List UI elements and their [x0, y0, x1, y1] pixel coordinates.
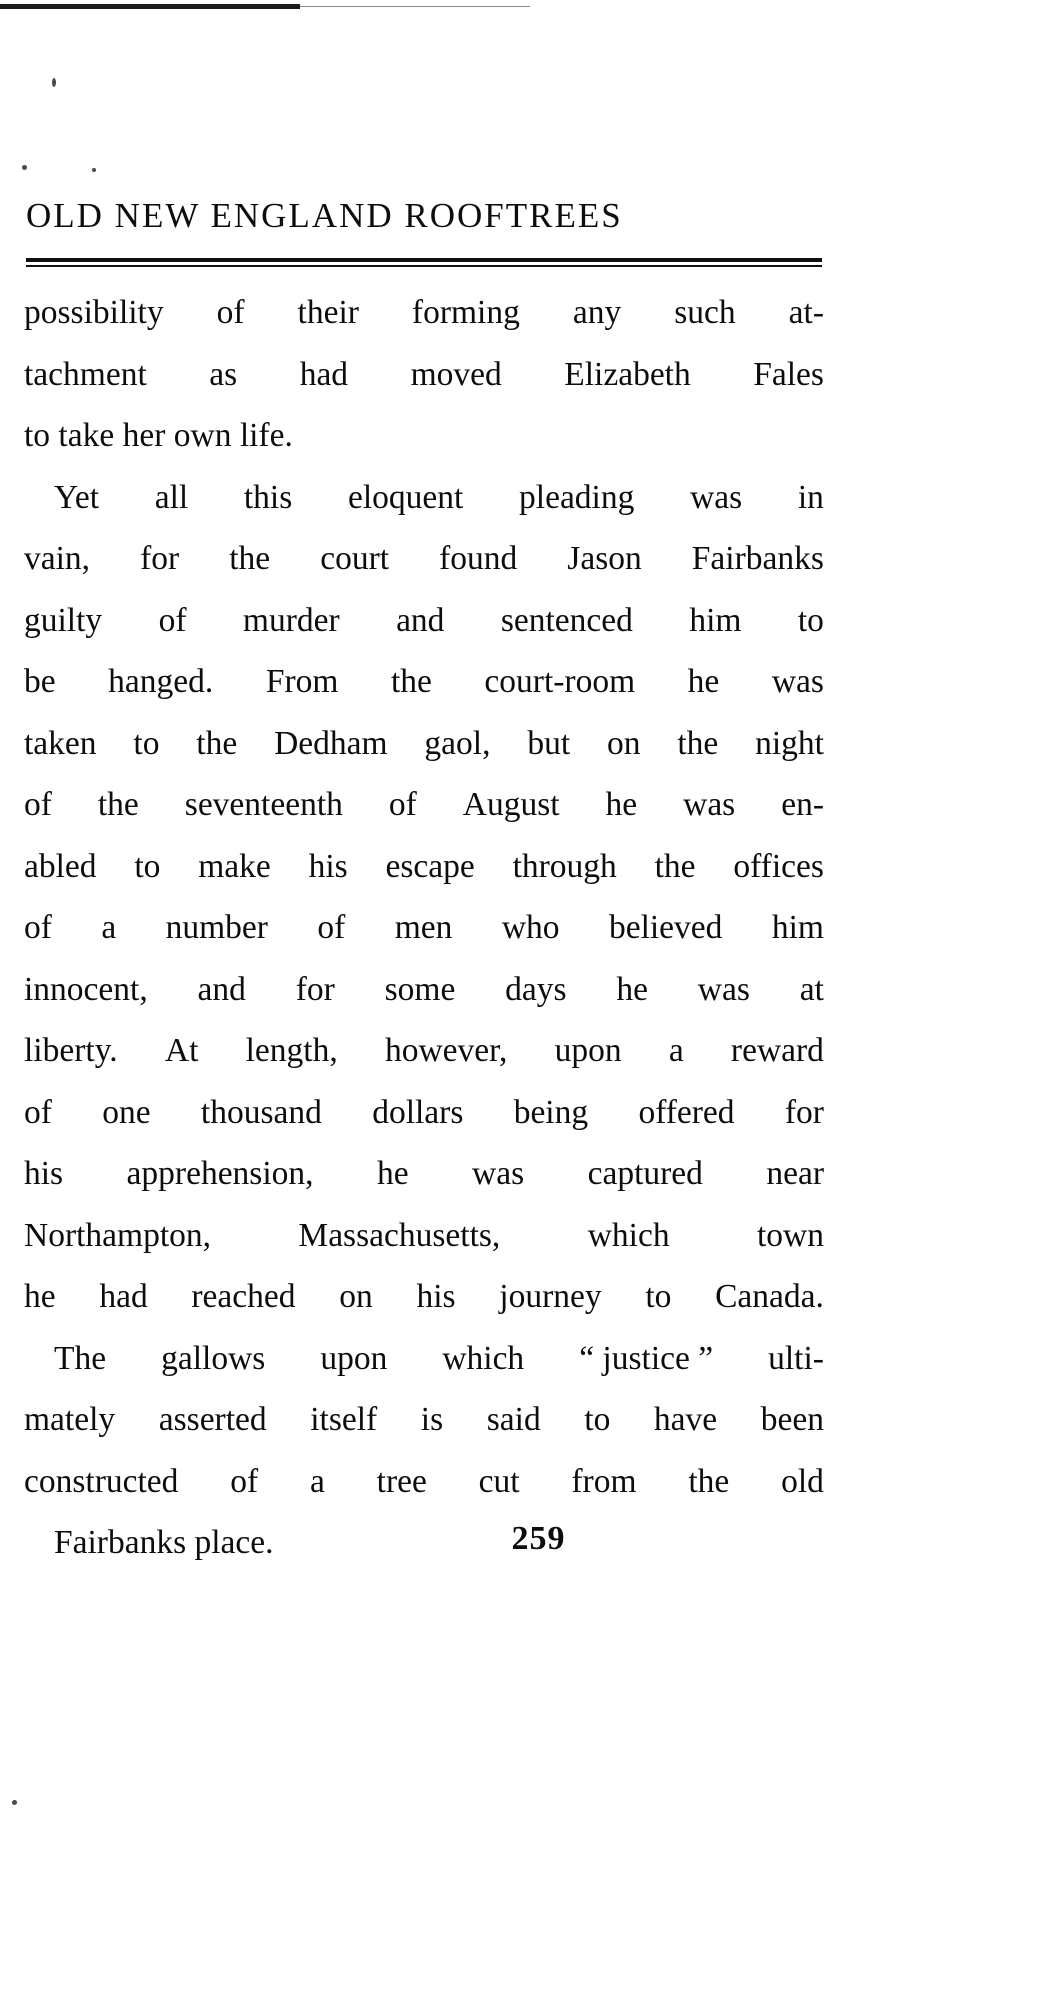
scan-artifact-top-line [300, 6, 530, 7]
word: to [645, 1278, 672, 1315]
word: his [308, 847, 348, 885]
text-line [24, 467, 824, 529]
word: was [697, 970, 750, 1008]
word: of [388, 786, 417, 823]
word: From [265, 663, 339, 700]
word: such [674, 294, 736, 331]
word: however, [384, 1032, 508, 1069]
word: the [677, 724, 719, 762]
header-rule-thick [26, 258, 822, 262]
word: number [165, 909, 268, 946]
word: town [756, 1216, 824, 1254]
word: gaol, [424, 724, 491, 762]
word: believed [608, 909, 723, 946]
word: their [297, 294, 359, 331]
word: the [654, 847, 696, 885]
word: Canada. [715, 1278, 824, 1315]
word: apprehension, [126, 1155, 314, 1192]
word: found [439, 540, 518, 577]
word: the [229, 540, 271, 577]
word: some [384, 970, 456, 1008]
word: a [668, 1032, 684, 1069]
word: moved [410, 355, 502, 393]
word: constructed [24, 1462, 179, 1500]
word: was [690, 478, 743, 516]
word: “ justice ” [579, 1339, 714, 1377]
word: August [462, 786, 560, 823]
word: hanged. [108, 663, 214, 700]
word: is [420, 1401, 444, 1438]
word: forming [411, 294, 520, 331]
word: he [687, 663, 720, 700]
text-line [24, 590, 824, 652]
word: captured [587, 1155, 703, 1192]
text-line [24, 1143, 824, 1205]
word: Massachusetts, [298, 1216, 501, 1254]
word: Fales [753, 355, 824, 393]
word: had [299, 355, 349, 393]
word: offered [638, 1093, 735, 1131]
word: Northampton, [24, 1216, 212, 1254]
scan-speck [52, 78, 56, 87]
word: innocent, [24, 970, 148, 1008]
word: to [134, 847, 161, 885]
word: one [102, 1093, 151, 1131]
word: for [140, 540, 180, 577]
word: for [784, 1093, 824, 1131]
word: seventeenth [184, 786, 343, 823]
word: mately [24, 1401, 116, 1438]
text-line [24, 836, 824, 898]
word: men [394, 909, 453, 946]
word: the [688, 1462, 730, 1500]
word: night [755, 724, 824, 762]
word: who [501, 909, 560, 946]
text-line [24, 959, 824, 1021]
word: pleading [519, 478, 635, 516]
word: in [797, 478, 824, 516]
word: at- [788, 294, 824, 331]
word: old [781, 1462, 824, 1500]
running-head: OLD NEW ENGLAND ROOFTREES [26, 196, 623, 235]
word: said [486, 1401, 541, 1438]
text-line [24, 1205, 824, 1267]
word: he [605, 786, 638, 823]
paragraph-continued [24, 282, 824, 467]
word: him [689, 601, 742, 639]
word: of [230, 1462, 259, 1500]
word: possibility [24, 294, 164, 331]
word: was [472, 1155, 525, 1192]
word: en- [781, 786, 824, 823]
word: abled [24, 847, 97, 885]
text-line [24, 528, 824, 590]
word: At [164, 1032, 199, 1069]
text-line [24, 774, 824, 836]
scan-speck [92, 168, 96, 172]
word: days [505, 970, 567, 1008]
text-line [24, 713, 824, 775]
word: his [24, 1155, 64, 1192]
word: near [766, 1155, 824, 1192]
word: through [512, 847, 617, 885]
word: asserted [158, 1401, 267, 1438]
text-line: to take her own life. [24, 417, 293, 454]
word: vain, [24, 540, 91, 577]
scan-speck [12, 1800, 17, 1805]
text-line: Fairbanks place. [54, 1524, 274, 1561]
word: had [99, 1278, 148, 1315]
word: cut [478, 1462, 520, 1500]
word: murder [242, 601, 340, 639]
word: from [571, 1462, 637, 1500]
word: which [442, 1339, 525, 1377]
scan-artifact-top-bar [0, 4, 300, 9]
word: the [97, 786, 139, 823]
word: have [653, 1401, 718, 1438]
text-line [24, 1266, 824, 1328]
word: a [309, 1462, 325, 1500]
page-header [26, 196, 826, 236]
text-line [24, 344, 824, 406]
word: was [683, 786, 736, 823]
word: he [24, 1278, 56, 1315]
word: Jason [567, 540, 642, 577]
word: him [771, 909, 824, 946]
text-line [24, 897, 824, 959]
page-body [24, 282, 824, 1574]
word: to [584, 1401, 611, 1438]
text-line [24, 1082, 824, 1144]
text-line [24, 1451, 824, 1513]
word: escape [385, 847, 475, 885]
word: itself [310, 1401, 378, 1438]
word: he [376, 1155, 409, 1192]
word: being [513, 1093, 589, 1131]
word: reached [191, 1278, 296, 1315]
word: reward [730, 1032, 824, 1069]
word: tachment [24, 355, 147, 393]
word: and [396, 601, 445, 639]
word: court-room [484, 663, 636, 700]
word: upon [320, 1339, 388, 1377]
word: Yet [54, 478, 100, 516]
word: be [24, 663, 56, 700]
word: Fairbanks [691, 540, 824, 577]
word: to [797, 601, 824, 639]
word: at [799, 970, 824, 1008]
word: a [101, 909, 117, 946]
text-line [24, 282, 824, 344]
word: liberty. [24, 1032, 118, 1069]
word: his [416, 1278, 456, 1315]
word: guilty [24, 601, 103, 639]
word: was [771, 663, 824, 700]
word: for [295, 970, 335, 1008]
word: upon [554, 1032, 622, 1069]
page-number [0, 1520, 1059, 1558]
text-line [24, 651, 824, 713]
word: been [760, 1401, 824, 1438]
page-number-value: 259 [511, 1520, 566, 1557]
word: as [209, 355, 238, 393]
word: dollars [372, 1093, 464, 1131]
header-rule [26, 258, 822, 267]
text-line [24, 1389, 824, 1451]
word: which [587, 1216, 670, 1254]
text-line [24, 1020, 824, 1082]
text-line [24, 1328, 824, 1390]
word: court [320, 540, 390, 577]
word: offices [733, 847, 824, 885]
word: gallows [161, 1339, 266, 1377]
word: on [606, 724, 641, 762]
word: all [154, 478, 189, 516]
word: ulti- [768, 1339, 824, 1377]
word: of [216, 294, 245, 331]
word: taken [24, 724, 97, 762]
word: of [24, 1093, 52, 1131]
word: of [158, 601, 187, 639]
word: any [572, 294, 622, 331]
word: eloquent [347, 478, 464, 516]
word: this [243, 478, 293, 516]
word: make [198, 847, 271, 885]
word: but [527, 724, 571, 762]
word: of [317, 909, 346, 946]
word: on [339, 1278, 373, 1315]
word: of [24, 786, 52, 823]
word: thousand [200, 1093, 322, 1131]
word: to [133, 724, 160, 762]
word: length, [245, 1032, 338, 1069]
word: of [24, 909, 52, 946]
header-rule-thin [26, 265, 822, 267]
word: the [390, 663, 432, 700]
scan-speck [22, 165, 27, 170]
word: journey [499, 1278, 602, 1315]
word: he [616, 970, 648, 1008]
word: tree [376, 1462, 427, 1500]
word: and [197, 970, 246, 1008]
word: The [54, 1339, 107, 1377]
paragraph-verdict [24, 467, 824, 1328]
word: Elizabeth [564, 355, 691, 393]
word: the [196, 724, 238, 762]
word: Dedham [274, 724, 388, 762]
word: sentenced [500, 601, 633, 639]
